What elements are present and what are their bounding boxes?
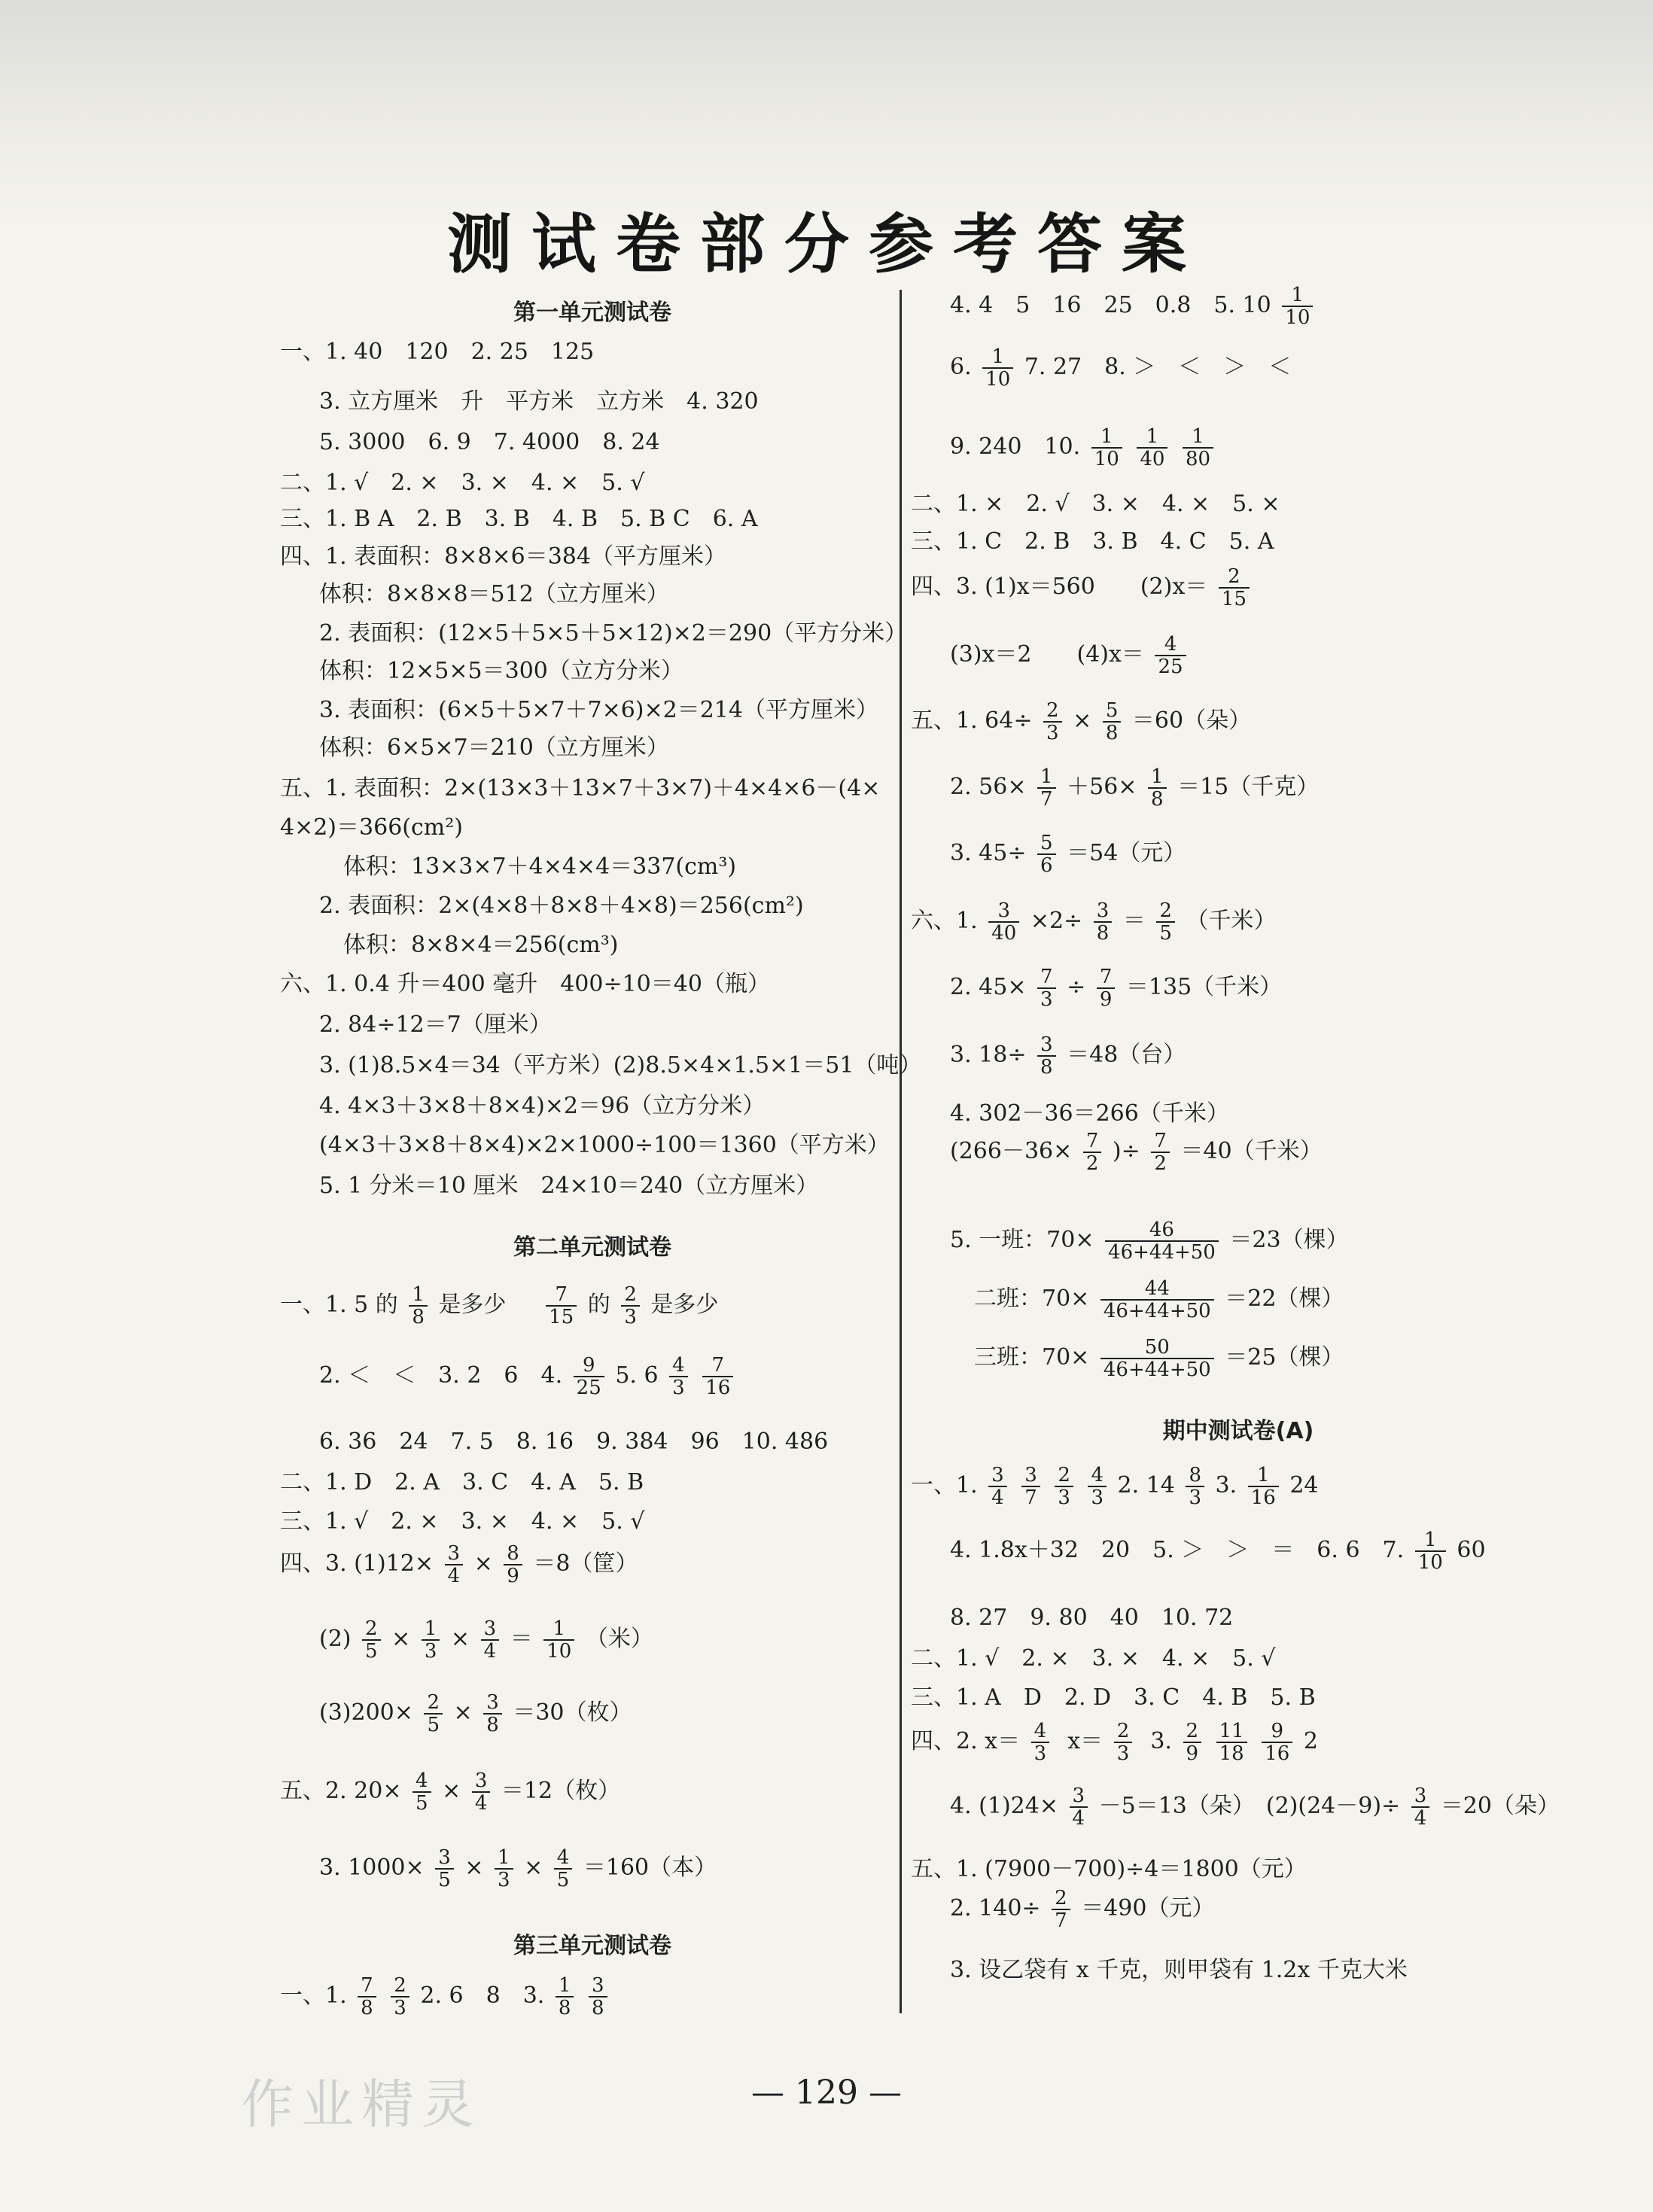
fraction: $\frac{7}{2}$ [1083, 1130, 1102, 1174]
answer-line: 3. 1000× $\frac{3}{5}$ × $\frac{1}{3}$ × $\frac{4}{5}$ ＝160（本） [319, 1846, 717, 1891]
fraction: $\frac{3}{4}$ [472, 1770, 491, 1814]
answer-line: 2. 56× $\frac{1}{7}$ ＋56× $\frac{1}{8}$ ＝15（千克） [950, 765, 1320, 811]
fraction: $\frac{7}{8}$ [358, 1975, 376, 2019]
fraction: $\frac{3}{8}$ [1094, 900, 1113, 944]
answer-line: 8. 27 9. 80 40 10. 72 [950, 1605, 1234, 1631]
fraction: $\frac{3}{4}$ [1070, 1785, 1088, 1829]
answer-line: 三、1. C 2. B 3. B 4. C 5. A [911, 528, 1274, 555]
fraction: $\frac{1}{3}$ [495, 1847, 513, 1891]
fraction: $\frac{8}{9}$ [504, 1543, 522, 1587]
section-heading-unit2: 第二单元测试卷 [513, 1234, 671, 1261]
fraction: $\frac{1}{3}$ [422, 1618, 440, 1662]
answer-line: 体积：8×8×8＝512（立方厘米） [319, 581, 669, 607]
fraction: $\frac{2}{7}$ [1052, 1888, 1070, 1931]
fraction: $\frac{4}{3}$ [1088, 1465, 1107, 1508]
answer-line: 三、1. √ 2. × 3. × 4. × 5. √ [280, 1508, 645, 1535]
fraction: $\frac{4}{3}$ [669, 1355, 688, 1398]
answer-line: 4. 1.8x＋32 20 5. ＞ ＞ ＝ 6. 6 7. $\frac{1}{10}$ 60 [950, 1529, 1486, 1574]
answer-line: 5. 1 分米＝10 厘米 24×10＝240（立方厘米） [319, 1173, 819, 1199]
fraction: $\frac{3}{4}$ [988, 1465, 1007, 1508]
answer-line: 3. 立方厘米 升 平方米 立方米 4. 320 [319, 388, 759, 415]
answer-line: 四、3. (1)x＝560 (2)x＝ $\frac{2}{15}$ [911, 566, 1253, 610]
fraction: $\frac{7}{2}$ [1151, 1130, 1170, 1174]
answer-line: 二、1. √ 2. × 3. × 4. × 5. √ [911, 1645, 1276, 1672]
page-number: — 129 — [751, 2074, 902, 2112]
fraction: $\frac{4}{5}$ [412, 1770, 431, 1814]
watermark: 作业精灵 [241, 2074, 482, 2135]
section-heading-unit3: 第三单元测试卷 [513, 1933, 671, 1959]
fraction: $\frac{3}{8}$ [483, 1692, 502, 1736]
answer-line: 五、2. 20× $\frac{4}{5}$ × $\frac{3}{4}$ ＝12（枚） [280, 1769, 621, 1815]
fraction: $\frac{3}{4}$ [481, 1618, 500, 1662]
fraction: $\frac{1}{16}$ [1248, 1465, 1279, 1508]
answer-line: 体积：12×5×5＝300（立方分米） [319, 658, 683, 684]
answer-line: 3. 设乙袋有 x 千克，则甲袋有 1.2x 千克大米 [950, 1957, 1408, 1983]
fraction: $\frac{5}{6}$ [1037, 832, 1056, 876]
answer-line: 2. 140÷ $\frac{2}{7}$ ＝490（元） [950, 1887, 1215, 1932]
fraction: $\frac{9}{16}$ [1262, 1721, 1292, 1764]
answer-line: 一、1. 40 120 2. 25 125 [280, 339, 595, 365]
answer-line: (2) $\frac{2}{5}$ × $\frac{1}{3}$ × $\frac{3}{4}$ ＝ $\frac{1}{10}$ （米） [319, 1617, 653, 1663]
fraction: $\frac{1}{80}$ [1183, 426, 1213, 470]
fraction: $\frac{2}{3}$ [621, 1284, 640, 1328]
answer-line: (3)x＝2 (4)x＝ $\frac{4}{25}$ [950, 634, 1190, 677]
answer-line: 五、1. 表面积：2×(13×3＋13×7＋3×7)＋4×4×6－(4× [280, 775, 881, 802]
fraction: $\frac{8}{3}$ [1186, 1465, 1204, 1508]
answer-line: 体积：13×3×7＋4×4×4＝337(cm³) [343, 853, 737, 880]
fraction: $\frac{4}{5}$ [554, 1847, 573, 1891]
fraction: $\frac{46}{46+44+50}$ [1105, 1219, 1219, 1263]
answer-line: 三班：70× $\frac{50}{46+44+50}$ ＝25（棵） [974, 1336, 1344, 1381]
answer-line: 体积：6×5×7＝210（立方厘米） [319, 735, 669, 761]
answer-line: 2. 84÷12＝7（厘米） [319, 1012, 552, 1038]
answer-line: 4×2)＝366(cm²) [280, 814, 463, 841]
fraction: $\frac{11}{18}$ [1216, 1721, 1247, 1764]
section-heading-midterm: 期中测试卷(A) [1162, 1418, 1314, 1444]
answer-line: 5. 一班：70× $\frac{46}{46+44+50}$ ＝23（棵） [950, 1219, 1349, 1264]
fraction: $\frac{3}{40}$ [988, 900, 1019, 944]
column-divider [900, 290, 902, 2013]
answer-line: 4. (1)24× $\frac{3}{4}$ －5＝13（朵） (2)(24－9)÷ $\frac{3}{4}$ ＝20（朵） [950, 1785, 1560, 1830]
fraction: $\frac{1}{10}$ [543, 1618, 574, 1662]
fraction: $\frac{9}{25}$ [574, 1355, 604, 1398]
answer-line: 2. 45× $\frac{7}{3}$ ÷ $\frac{7}{9}$ ＝135（千米） [950, 966, 1283, 1011]
answer-line: 3. 表面积：(6×5＋5×7＋7×6)×2＝214（平方厘米） [319, 697, 878, 723]
answer-line: 二、1. √ 2. × 3. × 4. × 5. √ [280, 470, 645, 496]
answer-line: 五、1. 64÷ $\frac{2}{3}$ × $\frac{5}{8}$ ＝60（朵） [911, 699, 1252, 744]
page-title: 测试卷部分参考答案 [447, 206, 1206, 282]
answer-line: 四、2. x＝ $\frac{4}{3}$ x＝ $\frac{2}{3}$ 3. $\frac{2}{9}$ $\frac{11}{18}$ $\frac{9}{16}$ 2 [911, 1720, 1318, 1765]
fraction: $\frac{3}{5}$ [435, 1847, 454, 1891]
answer-line: 二、1. D 2. A 3. C 4. A 5. B [280, 1469, 644, 1495]
fraction: $\frac{1}{8}$ [1148, 766, 1167, 810]
answer-line: 六、1. $\frac{3}{40}$ ×2÷ $\frac{3}{8}$ ＝ $\frac{2}{5}$ （千米） [911, 899, 1277, 945]
answer-line: (3)200× $\frac{2}{5}$ × $\frac{3}{8}$ ＝30（枚） [319, 1691, 632, 1736]
fraction: $\frac{5}{8}$ [1103, 700, 1122, 744]
fraction: $\frac{3}{8}$ [1037, 1034, 1056, 1078]
fraction: $\frac{4}{3}$ [1031, 1721, 1050, 1764]
fraction: $\frac{1}{7}$ [1037, 766, 1056, 810]
fraction: $\frac{50}{46+44+50}$ [1100, 1337, 1214, 1380]
fraction: $\frac{1}{10}$ [1091, 426, 1122, 470]
answer-line: 2. 表面积：(12×5＋5×5＋5×12)×2＝290（平方分米） [319, 620, 908, 647]
fraction: $\frac{1}{10}$ [982, 346, 1013, 390]
answer-line: 四、1. 表面积：8×8×6＝384（平方厘米） [280, 543, 726, 570]
answer-line: 五、1. (7900－700)÷4＝1800（元） [911, 1856, 1307, 1882]
answer-line: 6. $\frac{1}{10}$ 7. 27 8. ＞ ＜ ＞ ＜ [950, 345, 1292, 391]
answer-line: 一、1. $\frac{7}{8}$ $\frac{2}{3}$ 2. 6 8 3. $\frac{1}{8}$ $\frac{3}{8}$ [280, 1975, 611, 2019]
fraction: $\frac{2}{3}$ [391, 1975, 409, 2019]
answer-line: 四、3. (1)12× $\frac{3}{4}$ × $\frac{8}{9}$ ＝8（筐） [280, 1542, 638, 1587]
fraction: $\frac{7}{16}$ [702, 1355, 733, 1398]
fraction: $\frac{3}{8}$ [589, 1975, 607, 2019]
answer-line: 6. 36 24 7. 5 8. 16 9. 384 96 10. 486 [319, 1429, 829, 1455]
fraction: $\frac{1}{10}$ [1415, 1529, 1446, 1573]
fraction: $\frac{2}{3}$ [1055, 1465, 1073, 1508]
fraction: $\frac{2}{5}$ [1156, 900, 1175, 944]
fraction: $\frac{1}{8}$ [409, 1284, 428, 1328]
answer-line: 3. (1)8.5×4＝34（平方米）(2)8.5×4×1.5×1＝51（吨） [319, 1052, 922, 1079]
answer-line: 三、1. A D 2. D 3. C 4. B 5. B [911, 1684, 1316, 1711]
answer-line: 4. 4 5 16 25 0.8 5. 10 $\frac{1}{10}$ [950, 284, 1317, 328]
fraction: $\frac{2}{9}$ [1183, 1721, 1202, 1764]
fraction: $\frac{7}{9}$ [1097, 966, 1116, 1010]
fraction: $\frac{2}{5}$ [424, 1692, 443, 1736]
answer-line: 一、1. 5 的 $\frac{1}{8}$ 是多少 $\frac{7}{15}$ 的 $\frac{2}{3}$ 是多少 [280, 1283, 719, 1328]
fraction: $\frac{4}{25}$ [1155, 634, 1186, 677]
fraction: $\frac{2}{3}$ [1114, 1721, 1133, 1764]
answer-line: (4×3＋3×8＋8×4)×2×1000÷100＝1360（平方米） [319, 1132, 890, 1158]
fraction: $\frac{3}{4}$ [1411, 1785, 1430, 1829]
fraction: $\frac{7}{15}$ [546, 1284, 577, 1328]
fraction: $\frac{7}{3}$ [1037, 966, 1056, 1010]
fraction: $\frac{1}{40}$ [1137, 426, 1167, 470]
answer-line: 六、1. 0.4 升＝400 毫升 400÷10＝40（瓶） [280, 971, 770, 997]
fraction: $\frac{1}{10}$ [1282, 284, 1313, 328]
answer-line: 2. 表面积：2×(4×8＋8×8＋4×8)＝256(cm²) [319, 893, 804, 919]
answer-line: 二班：70× $\frac{44}{46+44+50}$ ＝22（棵） [974, 1277, 1344, 1322]
fraction: $\frac{3}{7}$ [1021, 1465, 1040, 1508]
section-heading-unit1: 第一单元测试卷 [513, 300, 671, 326]
answer-line: 9. 240 10. $\frac{1}{10}$ $\frac{1}{40}$ $\frac{1}{80}$ [950, 426, 1217, 470]
answer-line: 3. 45÷ $\frac{5}{6}$ ＝54（元） [950, 832, 1186, 877]
answer-line: 体积：8×8×4＝256(cm³) [343, 932, 619, 958]
answer-line: 三、1. B A 2. B 3. B 4. B 5. B C 6. A [280, 506, 758, 532]
answer-line: 3. 18÷ $\frac{3}{8}$ ＝48（台） [950, 1033, 1186, 1079]
answer-line: 4. 302－36＝266（千米） [950, 1100, 1229, 1127]
answer-line: 4. 4×3＋3×8＋8×4)×2＝96（立方分米） [319, 1093, 766, 1119]
fraction: $\frac{2}{15}$ [1219, 566, 1250, 610]
fraction: $\frac{1}{8}$ [556, 1975, 574, 2019]
answer-line: (266－36× $\frac{7}{2}$ )÷ $\frac{7}{2}$ ＝40（千米） [950, 1130, 1323, 1175]
answer-line: 2. ＜ ＜ 3. 2 6 4. $\frac{9}{25}$ 5. 6 $\frac{4}{3}$ $\frac{7}{16}$ [319, 1355, 737, 1398]
answer-line: 一、1. $\frac{3}{4}$ $\frac{3}{7}$ $\frac{2}{3}$ $\frac{4}{3}$ 2. 14 $\frac{8}{3}$ 3. $\frac{1}{16}$ 24 [911, 1464, 1319, 1509]
fraction: $\frac{2}{3}$ [1043, 700, 1062, 744]
fraction: $\frac{3}{4}$ [445, 1543, 464, 1587]
fraction: $\frac{44}{46+44+50}$ [1100, 1278, 1214, 1322]
answer-line: 5. 3000 6. 9 7. 4000 8. 24 [319, 429, 660, 455]
fraction: $\frac{2}{5}$ [362, 1618, 381, 1662]
answer-line: 二、1. × 2. √ 3. × 4. × 5. × [911, 491, 1280, 517]
